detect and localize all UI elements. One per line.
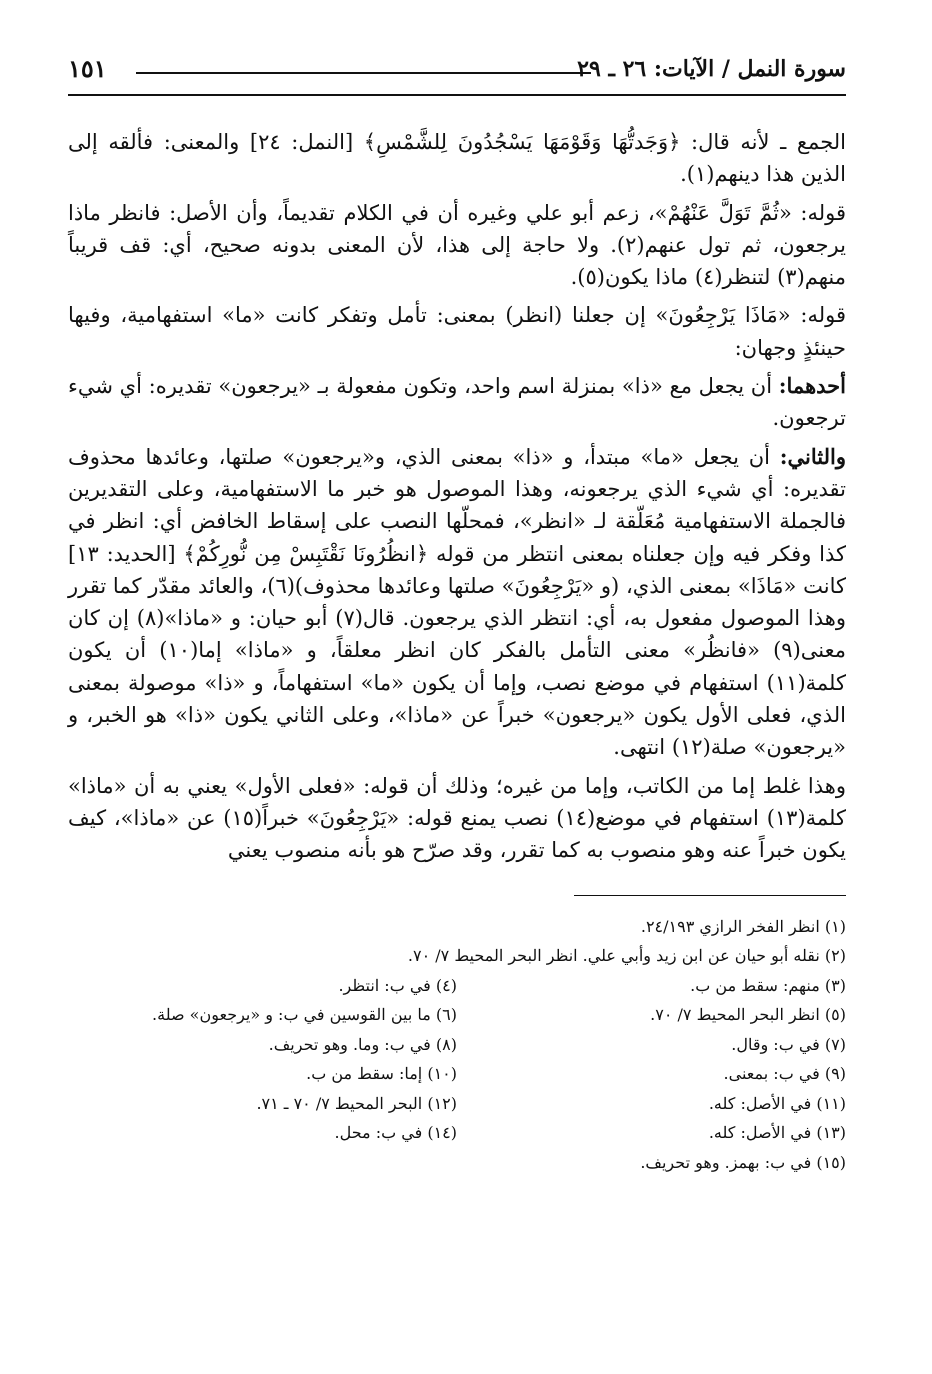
footnote-separator [574,895,846,896]
footnote-row [68,971,846,1001]
paragraph [68,126,846,191]
main-text [68,126,846,867]
paragraph-text: قوله: «ثُمَّ تَوَلَّ عَنْهُمْ»، زعم أبو علي وغيره أن في الكلام تقديماً، وأن الأصل: فانظر ماذا يرجعون، ثم تول عنهم(٢). ولا حاجة إلى هذا، لأن المعنى بدونه صحيح، أي: قف قريباً منهم(٣) لتنظر(٤) ماذا يكون(٥). [68,200,846,290]
footnote: (٦) ما بين القوسين في ب: و «يرجعون» صلة. [152,1005,457,1025]
footnote-row [68,912,846,942]
header-title: سورة النمل / الآيات: ٢٦ ـ ٢٩ [577,56,846,82]
footnote: (٨) في ب: وما. وهو تحريف. [268,1034,457,1054]
footnote-row [68,1059,846,1089]
book-page [68,48,846,1177]
paragraph-text: الجمع ـ لأنه قال: ﴿وَجَدتُّهَا وَقَوْمَهَا يَسْجُدُونَ لِلشَّمْسِ﴾ [النمل: ٢٤] والمعنى: فألقه إلى الذين هذا دينهم(١). [68,130,846,187]
footnote: (١٢) البحر المحيط ٧/ ٧٠ ـ ٧١. [256,1093,457,1113]
footnote-row [68,1118,846,1148]
paragraph-text: وهذا غلط إما من الكاتب، وإما من غيره؛ وذلك أن قوله: «فعلى الأول» يعني به أن «ماذا» كلمة(١٣) استفهام في موضع(١٤) نصب يمنع قوله: «يَرْجِعُونَ» خبراً(١٥) عن «ماذا»، كيف يكون خبراً عنه وهو منصوب به كما تقرر، وقد صرّح هو بأنه منصوب يعني [68,773,846,863]
footnote: (٥) انظر البحر المحيط ٧/ ٧٠. [650,1005,846,1025]
footnote-row [68,1148,846,1178]
header-rule [136,72,591,74]
footnote: (١٥) في ب: بهمز. وهو تحريف. [640,1152,846,1172]
running-header [68,48,846,96]
footnote: (٢) نقله أبو حيان عن ابن زيد وأبي علي. انظر البحر المحيط ٧/ ٧٠. [407,946,846,966]
paragraph [68,370,846,435]
paragraph [68,299,846,364]
footnote: (٧) في ب: وقال. [731,1034,846,1054]
footnote-row [68,1089,846,1119]
paragraph-text: أن يجعل مع «ذا» بمنزلة اسم واحد، وتكون مفعولة بـ «يرجعون» تقديره: أي شيء ترجعون. [68,374,846,431]
footnote: (١) انظر الفخر الرازي ٢٤/١٩٣. [640,916,846,936]
paragraph-lead: أحدهما: [778,373,846,399]
footnote: (٤) في ب: انتظر. [338,975,457,995]
paragraph-text: أن يجعل «ما» مبتدأ، و «ذا» بمعنى الذي، و«يرجعون» صلتها، وعائدها محذوف تقديره: أي شيء الذي يرجعونه، وهذا الموصول هو خبر ما الاستفهامية، وعلى التقديرين فالجملة الاستفهامية مُعَلّقة لـ «انظر»، فمحلّها النصب على إسقاط الخافض أي: انظر في كذا وفكر فيه وإن جعلناه بمعنى انتظر من قوله ﴿انظُرُونَا نَقْتَبِسْ مِن نُّورِكُمْ﴾ [الحديد: ١٣] كانت «مَاذَا» بمعنى الذي، (و «يَرْجِعُونَ» صلتها وعائدها محذوف)(٦)، والعائد مقدّر كما تقرر وهذا الموصول مفعول به، أي: انتظر الذي يرجعون. قال(٧) أبو حيان: و «ماذا»(٨) إن كان معنى(٩) «فانظُر» معنى التأمل بالفكر كان انظر معلقاً، و «ماذا» إما(١٠) أن يكون كلمة(١١) استفهام في موضع نصب، وإما أن يكون «ما» استفهاماً، و «ذا» موصولة بمعنى الذي، فعلى الأول يكون «يرجعون» خبراً عن «ماذا»، وعلى الثاني يكون «ذا» هو الخبر، و «يرجعون» صلة(١٢) انتهى. [68,444,846,760]
footnote: (٣) منهم: سقط من ب. [690,975,846,995]
footnote: (١١) في الأصل: كله. [708,1093,846,1113]
paragraph [68,770,846,867]
footnote: (١٠) إما: سقط من ب. [306,1064,457,1084]
paragraph-lead: والثاني: [779,443,846,469]
footnote-row [68,941,846,971]
page-number: ١٥١ [68,54,107,83]
footnote-row [68,1030,846,1060]
paragraph [68,197,846,294]
footnotes [68,912,846,1178]
paragraph-text: قوله: «مَاذَا يَرْجِعُونَ» إن جعلنا (انظر) بمعنى: تأمل وتفكر كانت «ما» استفهامية، وفيها حينئذٍ وجهان: [68,303,846,360]
paragraph [68,441,846,764]
footnote: (١٣) في الأصل: كله. [708,1123,846,1143]
footnote: (٩) في ب: بمعنى. [723,1064,846,1084]
footnote: (١٤) في ب: محل. [334,1123,457,1143]
footnote-row [68,1000,846,1030]
